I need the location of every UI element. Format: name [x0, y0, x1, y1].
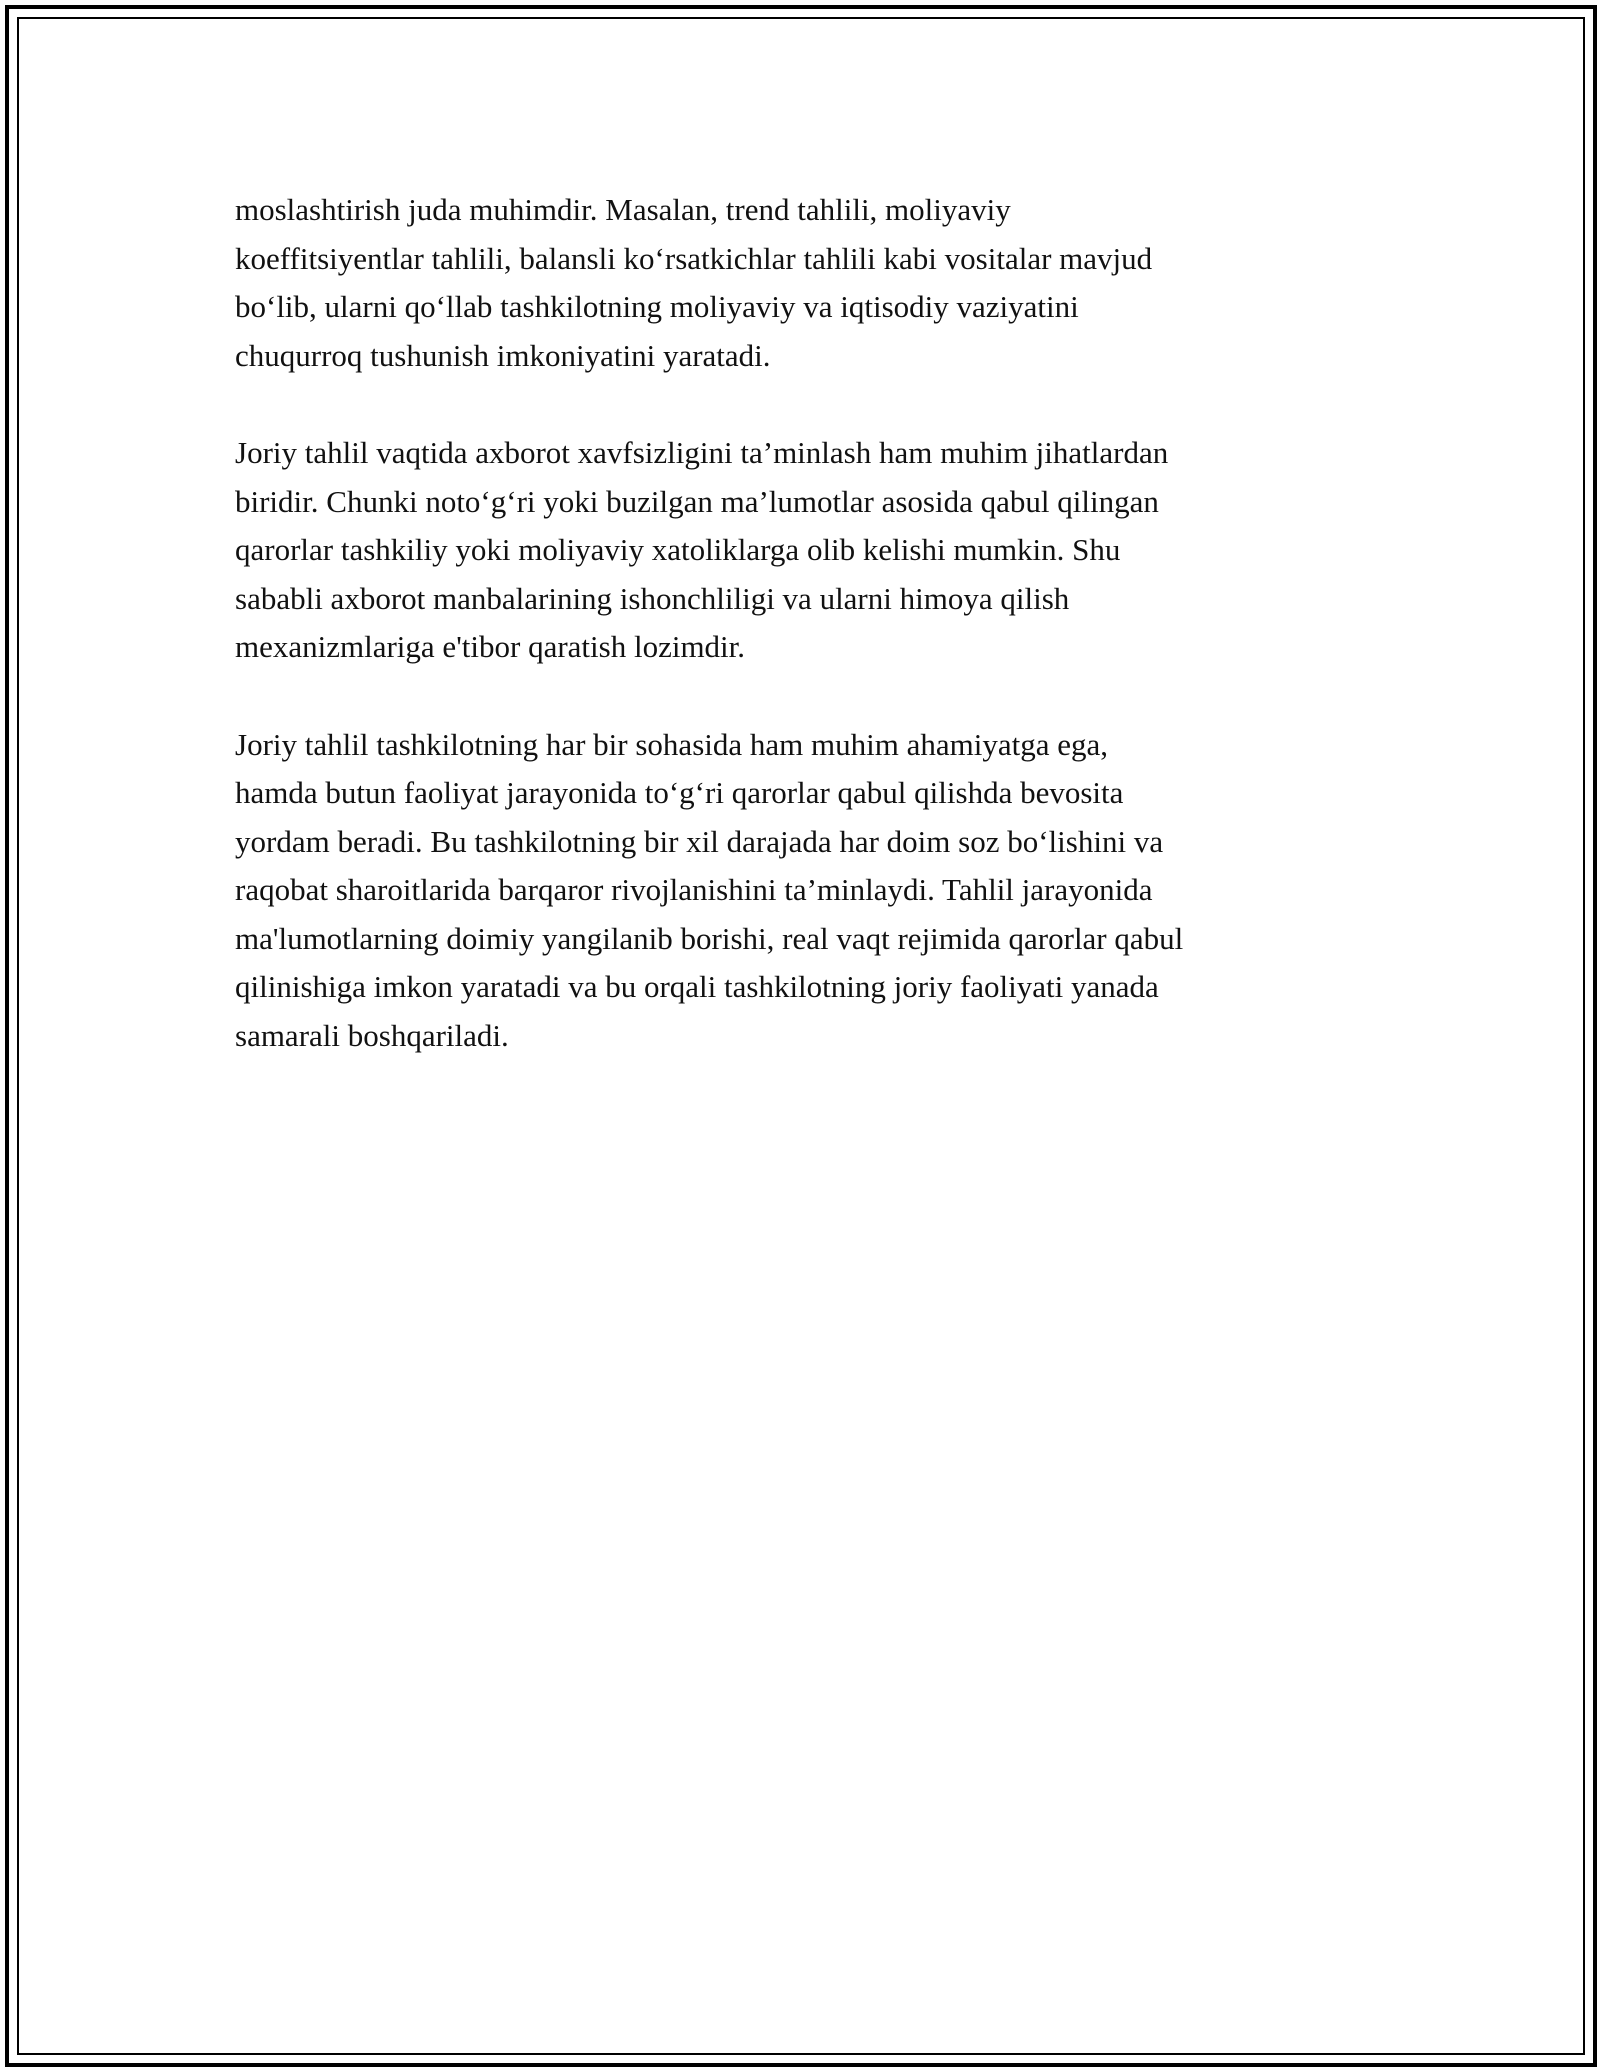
paragraph: Joriy tahlil vaqtida axborot xavfsizligini ta’minlash ham muhim jihatlardan biridir. Chunki noto‘g‘ri yoki buzilgan ma’lumotlar asosida qabul qilingan qarorlar tashkiliy yoki moliyaviy xatoliklarga olib kelishi mumkin. Shu sababli axborot manbalarining ishonchliligi va ularni himoya qilish mexanizmlariga e'tibor qaratish lozimdir.	[235, 435, 1169, 664]
document-body	[235, 186, 1375, 1109]
paragraph: Joriy tahlil tashkilotning har bir sohasida ham muhim ahamiyatga ega, hamda butun faoliyat jarayonida to‘g‘ri qarorlar qabul qilishda bevosita yordam beradi. Bu tashkilotning bir xil darajada har doim soz bo‘lishini va raqobat sharoitlarida barqaror rivojlanishini ta’minlaydi. Tahlil jarayonida ma'lumotlarning doimiy yangilanib borishi, real vaqt rejimida qarorlar qabul qilinishiga imkon yaratadi va bu orqali tashkilotning joriy faoliyati yanada samarali boshqariladi.	[235, 726, 1184, 1053]
paragraph: moslashtirish juda muhimdir. Masalan, trend tahlili, moliyaviy koeffitsiyentlar tahlili, balansli ko‘rsatkichlar tahlili kabi vositalar mavjud bo‘lib, ularni qo‘llab tashkilotning moliyaviy va iqtisodiy vaziyatini chuqurroq tushunish imkoniyatini yaratadi.	[235, 192, 1153, 373]
